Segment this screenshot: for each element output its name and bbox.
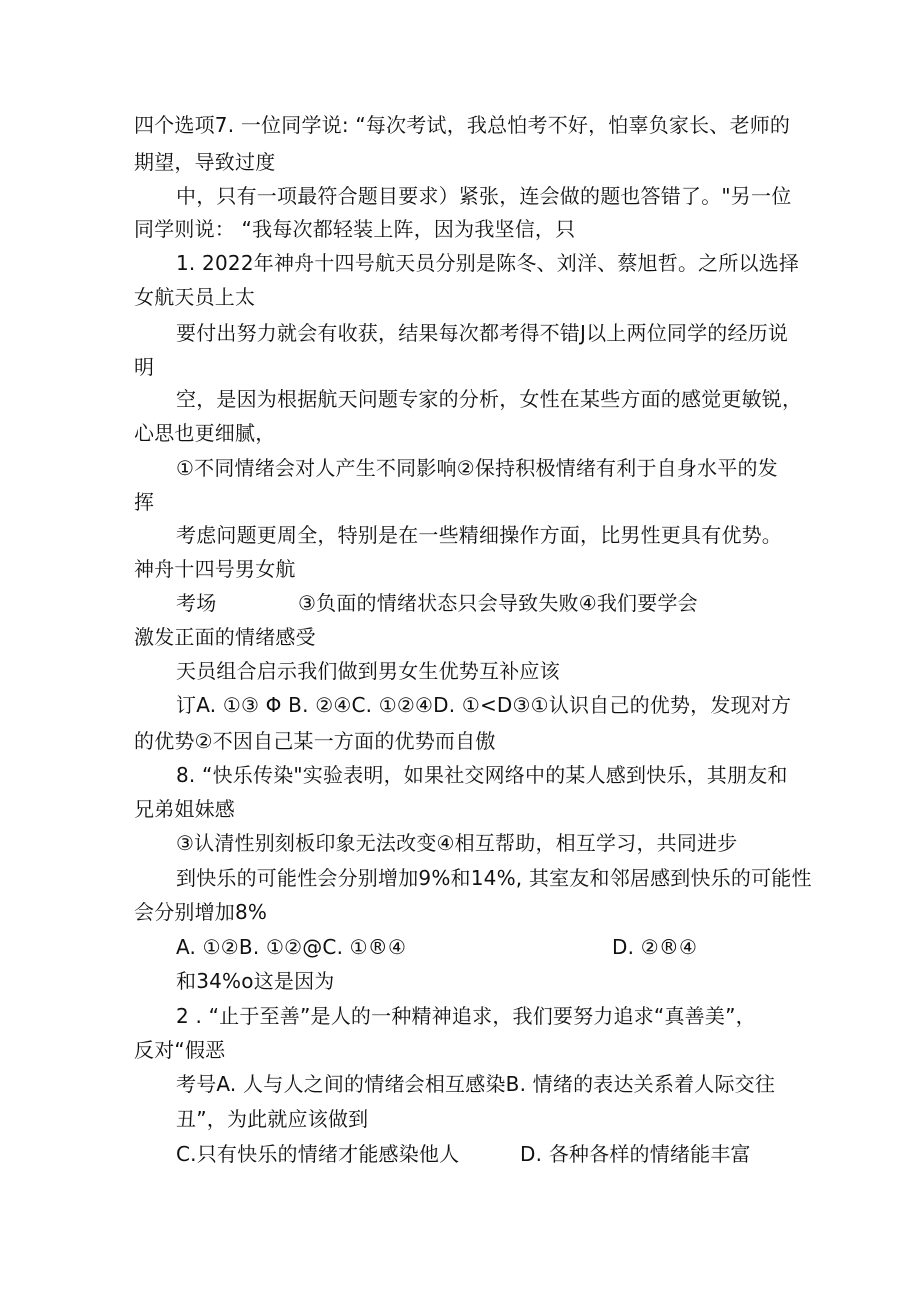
- text-line-20: 的优势②不因自己某一方面的优势而自傲: [134, 729, 496, 753]
- text-line-17: 激发正面的情绪感受: [134, 625, 316, 649]
- text-line-9: 空，是因为根据航天问题专家的分析，女性在某些方面的感觉更敏锐，: [176, 387, 803, 411]
- exam-number-line: 考号A. 人与人之间的情绪会相互感染B. 情绪的表达关系着人际交往: [176, 1072, 776, 1096]
- text-line-4: 同学则说： “我每次都轻装上阵，因为我坚信，只: [134, 217, 576, 241]
- text-line-7: 要付出努力就会有收获，结果每次都考得不错J以上两位同学的经历说: [176, 321, 789, 345]
- text-line-25: 会分别增加8%: [134, 900, 268, 924]
- question-8-line-1: 8. “快乐传染"实验表明，如果社交网络中的某人感到快乐，其朋友和: [176, 763, 788, 787]
- text-line-24: 到快乐的可能性会分别增加9%和14%, 其室友和邻居感到快乐的可能性: [176, 866, 812, 890]
- question-2-line-2: 反对“假恶: [134, 1038, 226, 1062]
- option-list-line-1: ①不同情绪会对人产生不同影响②保持积极情绪有利于自身水平的发: [176, 456, 778, 480]
- question-1-line-1: 1. 2022年神舟十四号航天员分别是陈冬、刘洋、蔡旭哲。之所以选择: [176, 251, 800, 275]
- question-8-line-2: 兄弟姐妹感: [134, 797, 235, 821]
- text-line-28: 和34%o这是因为: [176, 969, 335, 993]
- text-line-13: 考虑问题更周全，特别是在一些精细操作方面，比男性更具有优势。: [176, 523, 782, 547]
- text-line-18: 天员组合启示我们做到男女生优势互补应该: [176, 659, 560, 683]
- answer-options-line-3a: C.只有快乐的情绪才能感染他人: [176, 1142, 460, 1166]
- option-list-line-2: 挥: [134, 490, 155, 514]
- answer-options-line-2b: D. ②®④: [612, 935, 698, 959]
- text-line-8: 明: [134, 355, 155, 379]
- text-line-23: ③认清性别刻板印象无法改变④相互帮助，相互学习，共同进步: [176, 831, 738, 855]
- answer-options-line-3b: D. 各种各样的情绪能丰富: [520, 1142, 751, 1166]
- answer-options-line-1: 订A. ①③ Φ B. ②④C. ①②④D. ①<D③①认识自己的优势，发现对方: [176, 693, 792, 717]
- text-line-3: 中，只有一项最符合题目要求）紧张，连会做的题也答错了。"另一位: [176, 184, 792, 208]
- text-line-14: 神舟十四号男女航: [134, 557, 296, 581]
- text-line-1: 四个选项7. 一位同学说: “每次考试，我总怕考不好，怕辜负家长、老师的: [134, 113, 791, 137]
- answer-options-line-2a: A. ①②B. ①②@C. ①®④: [176, 935, 407, 959]
- option-list-line-3: ③负面的情绪状态只会导致失败④我们要学会: [298, 591, 698, 615]
- text-line-32: 丑”，为此就应该做到: [176, 1107, 369, 1131]
- exam-room-label: 考场: [176, 591, 217, 615]
- question-2-line-1: 2 . “止于至善”是人的一种精神追求，我们要努力追求“真善美”，: [176, 1004, 756, 1028]
- question-1-line-2: 女航天员上太: [134, 285, 256, 309]
- text-line-2: 期望，导致过度: [134, 150, 276, 174]
- text-line-10: 心思也更细腻，: [134, 421, 276, 445]
